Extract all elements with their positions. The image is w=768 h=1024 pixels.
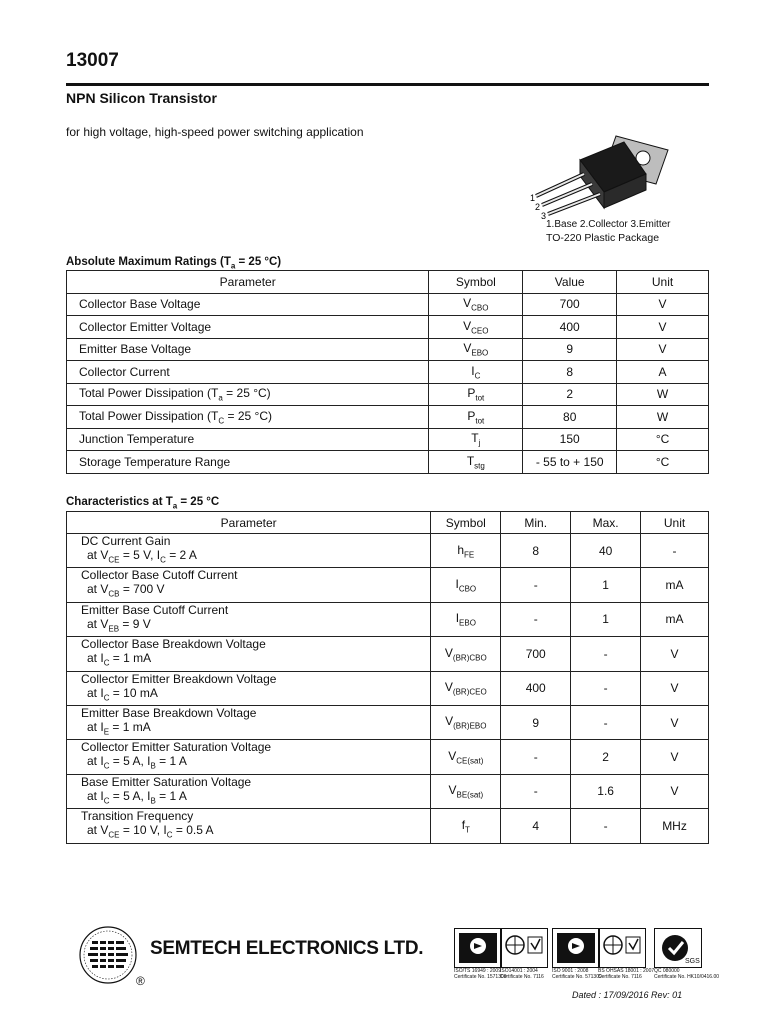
cell-min: 9 <box>501 705 571 739</box>
cell-unit: V <box>617 293 709 316</box>
cell-symbol: $V_{EBO}$ <box>429 338 523 361</box>
cell-parameter: Collector Current <box>67 361 429 384</box>
col-parameter: Parameter <box>67 512 431 534</box>
table-row <box>67 809 709 843</box>
cell-parameter: Emitter Base Breakdown Voltage at $I_E = 1$ mA <box>67 705 431 739</box>
cell-value: 700 <box>523 293 617 316</box>
cell-min: 700 <box>501 637 571 671</box>
cell-parameter: Total Power Dissipation ($T_C = 25$ °C) <box>67 406 429 429</box>
to220-package-illustration <box>528 130 708 248</box>
cell-value: 150 <box>523 428 617 451</box>
cell-unit: W <box>617 406 709 429</box>
registered-mark: ® <box>136 974 145 988</box>
cell-unit: V <box>617 338 709 361</box>
cell-parameter: Transition Frequency at $V_{CE} = 10$ V, $I_C = 0.5$ A <box>67 809 431 843</box>
col-parameter: Parameter <box>67 271 429 294</box>
cell-unit: W <box>617 383 709 406</box>
cert-caption: ISO/TS 16949 : 2009 Certificate No. 1571309 <box>454 968 507 980</box>
cell-symbol: $h_{FE}$ <box>431 534 501 568</box>
cert-badge-dekra-icon <box>454 928 502 968</box>
cell-min: - <box>501 602 571 636</box>
cell-min: 400 <box>501 671 571 705</box>
cert-badge-intertek-icon <box>598 928 646 968</box>
table-row <box>67 293 709 316</box>
cell-symbol: $V_{(BR)CBO}$ <box>431 637 501 671</box>
cell-min: - <box>501 568 571 602</box>
col-min: Min. <box>501 512 571 534</box>
col-unit: Unit <box>641 512 709 534</box>
cert-badge-sgs-icon <box>654 928 702 968</box>
cell-unit: mA <box>641 568 709 602</box>
table-row <box>67 671 709 705</box>
cell-parameter: Collector Base Breakdown Voltage at $I_C = 1$ mA <box>67 637 431 671</box>
table-row <box>67 316 709 339</box>
cell-parameter: Base Emitter Saturation Voltage at $I_C = 5$ A, $I_B = 1$ A <box>67 774 431 808</box>
table-row <box>67 428 709 451</box>
cell-unit: V <box>641 671 709 705</box>
abs-max-title: Absolute Maximum Ratings ($T_a = 25$ °C) <box>66 256 282 271</box>
pin2-label: 2 <box>535 202 541 212</box>
cell-min: 8 <box>501 534 571 568</box>
table-row <box>67 602 709 636</box>
title-rule <box>66 83 709 86</box>
cell-parameter: Collector Emitter Voltage <box>67 316 429 339</box>
cell-unit: MHz <box>641 809 709 843</box>
pin1-label: 1 <box>530 193 536 203</box>
col-symbol: Symbol <box>431 512 501 534</box>
cell-value: 8 <box>523 361 617 384</box>
cell-parameter: Collector Emitter Breakdown Voltage at $I_C = 10$ mA <box>67 671 431 705</box>
cell-unit: °C <box>617 451 709 474</box>
description: for high voltage, high-speed power switching application <box>66 125 364 139</box>
cell-parameter: Emitter Base Cutoff Current at $V_{EB} = 9$ V <box>67 602 431 636</box>
table-row <box>67 451 709 474</box>
cert-caption: ISO14001 : 2004 Certificate No. 7116 <box>500 968 544 980</box>
cell-unit: V <box>641 637 709 671</box>
cell-symbol: $I_{CBO}$ <box>431 568 501 602</box>
cell-unit: - <box>641 534 709 568</box>
cell-max: 1.6 <box>571 774 641 808</box>
cell-max: - <box>571 705 641 739</box>
table-row <box>67 361 709 384</box>
package-name: TO-220 Plastic Package <box>546 232 660 244</box>
revision-date: Dated : 17/09/2016 Rev: 01 <box>572 990 683 1000</box>
cell-symbol: $T_{stg}$ <box>429 451 523 474</box>
cert-badge-intertek-icon <box>500 928 548 968</box>
table-header-row <box>67 271 709 294</box>
cell-symbol: $T_j$ <box>429 428 523 451</box>
cell-parameter: Total Power Dissipation ($T_a = 25$ °C) <box>67 383 429 406</box>
company-logo-icon <box>78 925 138 985</box>
cell-symbol: $V_{CBO}$ <box>429 293 523 316</box>
table-row <box>67 338 709 361</box>
package-pin-legend: 1.Base 2.Collector 3.Emitter <box>546 219 671 230</box>
cell-unit: V <box>641 774 709 808</box>
cell-value: 80 <box>523 406 617 429</box>
cell-symbol: $V_{(BR)CEO}$ <box>431 671 501 705</box>
table-row <box>67 383 709 406</box>
table-row <box>67 406 709 429</box>
cell-min: - <box>501 740 571 774</box>
cell-symbol: $P_{tot}$ <box>429 406 523 429</box>
cell-symbol: $V_{BE(sat)}$ <box>431 774 501 808</box>
cell-min: - <box>501 774 571 808</box>
cell-max: 1 <box>571 568 641 602</box>
cell-unit: V <box>641 740 709 774</box>
absolute-max-ratings-table <box>66 270 709 474</box>
table-row <box>67 568 709 602</box>
cell-unit: V <box>617 316 709 339</box>
cell-symbol: $V_{CEO}$ <box>429 316 523 339</box>
cell-min: 4 <box>501 809 571 843</box>
cell-value: 9 <box>523 338 617 361</box>
col-unit: Unit <box>617 271 709 294</box>
cert-badge-dekra-icon <box>552 928 600 968</box>
cell-symbol: $V_{(BR)EBO}$ <box>431 705 501 739</box>
cell-parameter: Collector Base Cutoff Current at $V_{CB} = 700$ V <box>67 568 431 602</box>
cert-caption: ISO 9001 : 2008 Certificate No. 571309 <box>552 968 602 980</box>
subtitle: NPN Silicon Transistor <box>66 90 217 106</box>
characteristics-title: Characteristics at $T_a = 25$ °C <box>66 496 220 511</box>
cell-unit: °C <box>617 428 709 451</box>
table-row <box>67 637 709 671</box>
cell-symbol: $V_{CE(sat)}$ <box>431 740 501 774</box>
company-name: SEMTECH ELECTRONICS LTD. <box>150 938 424 959</box>
cell-max: - <box>571 809 641 843</box>
cell-unit: V <box>641 705 709 739</box>
cell-parameter: Storage Temperature Range <box>67 451 429 474</box>
cell-parameter: Collector Emitter Saturation Voltage at $I_C = 5$ A, $I_B = 1$ A <box>67 740 431 774</box>
cell-max: - <box>571 671 641 705</box>
cell-symbol: $f_T$ <box>431 809 501 843</box>
col-symbol: Symbol <box>429 271 523 294</box>
table-header-row <box>67 512 709 534</box>
cell-max: 40 <box>571 534 641 568</box>
table-row <box>67 534 709 568</box>
col-max: Max. <box>571 512 641 534</box>
cert-caption: QC 080000 Certificate No. HK10/0416.00 <box>654 968 720 980</box>
table-row <box>67 705 709 739</box>
characteristics-table <box>66 511 709 844</box>
part-number: 13007 <box>66 50 119 71</box>
cell-unit: A <box>617 361 709 384</box>
cert-caption: BS OHSAS 18001 : 2007 Certificate No. 7116 <box>598 968 655 980</box>
table-row <box>67 774 709 808</box>
cell-max: 2 <box>571 740 641 774</box>
col-value: Value <box>523 271 617 294</box>
cell-max: - <box>571 637 641 671</box>
cell-symbol: $I_C$ <box>429 361 523 384</box>
cell-symbol: $I_{EBO}$ <box>431 602 501 636</box>
cell-parameter: DC Current Gain at $V_{CE} = 5$ V, $I_C = 2$ A <box>67 534 431 568</box>
cell-value: 400 <box>523 316 617 339</box>
pin3-label: 3 <box>541 211 547 221</box>
cell-symbol: $P_{tot}$ <box>429 383 523 406</box>
cell-parameter: Junction Temperature <box>67 428 429 451</box>
cell-max: 1 <box>571 602 641 636</box>
cell-value: 2 <box>523 383 617 406</box>
svg-text:SGS: SGS <box>685 958 700 965</box>
cell-value: - 55 to + 150 <box>523 451 617 474</box>
table-row <box>67 740 709 774</box>
cell-unit: mA <box>641 602 709 636</box>
cell-parameter: Collector Base Voltage <box>67 293 429 316</box>
cell-parameter: Emitter Base Voltage <box>67 338 429 361</box>
